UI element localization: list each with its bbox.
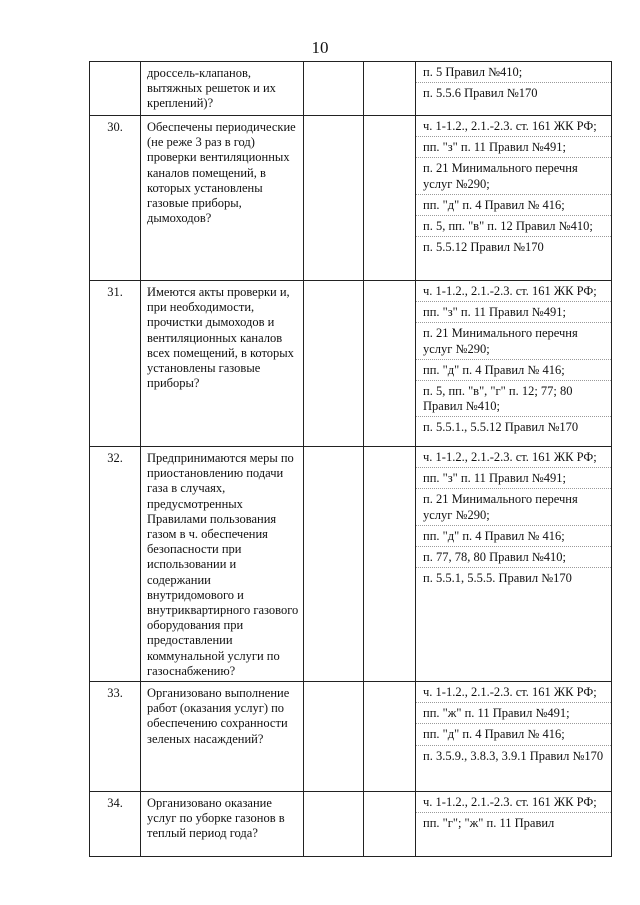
reference-item: пп. "д" п. 4 Правил № 416; [416, 526, 611, 547]
checklist-table [89, 61, 612, 857]
reference-item: п. 5 Правил №410; [416, 62, 611, 83]
reference-item: п. 21 Минимального перечня услуг №290; [416, 489, 611, 525]
row-number: 30. [90, 116, 141, 281]
reference-item: п. 21 Минимального перечня услуг №290; [416, 323, 611, 359]
answer-cell-a [304, 447, 364, 682]
reference-item: ч. 1-1.2., 2.1.-2.3. ст. 161 ЖК РФ; [416, 281, 611, 302]
answer-cell-b [364, 447, 416, 682]
reference-item: п. 77, 78, 80 Правил №410; [416, 547, 611, 568]
row-number: 32. [90, 447, 141, 682]
requirement-question: Организовано выполнение работ (оказания услуг) по обеспечению сохранности зеленых насаждений? [141, 682, 304, 792]
answer-cell-b [364, 116, 416, 281]
answer-cell-b [364, 792, 416, 857]
reference-item: ч. 1-1.2., 2.1.-2.3. ст. 161 ЖК РФ; [416, 792, 611, 813]
reference-item: п. 5, пп. "в" п. 12 Правил №410; [416, 216, 611, 237]
answer-cell-b [364, 281, 416, 447]
answer-cell-a [304, 792, 364, 857]
row-number [90, 62, 141, 116]
legal-references [416, 281, 612, 447]
table-row [90, 792, 612, 857]
answer-cell-a [304, 62, 364, 116]
requirement-question: Организовано оказание услуг по уборке газонов в теплый период года? [141, 792, 304, 857]
table-row [90, 116, 612, 281]
reference-item: пп. "д" п. 4 Правил № 416; [416, 360, 611, 381]
table-row [90, 447, 612, 682]
reference-item: ч. 1-1.2., 2.1.-2.3. ст. 161 ЖК РФ; [416, 447, 611, 468]
legal-references [416, 792, 612, 857]
legal-references [416, 447, 612, 682]
requirement-question: Имеются акты проверки и, при необходимости, прочистки дымоходов и вентиляционных каналов всех помещений, в которых установлены газовые приборы? [141, 281, 304, 447]
table-row [90, 281, 612, 447]
answer-cell-b [364, 62, 416, 116]
table-row [90, 682, 612, 792]
reference-item: п. 5.5.12 Правил №170 [423, 240, 544, 255]
answer-cell-a [304, 281, 364, 447]
answer-cell-a [304, 116, 364, 281]
reference-item: п. 5, пп. "в", "г" п. 12; 77; 80 Правил №410; [416, 381, 611, 417]
table-row [90, 62, 612, 116]
requirement-question: Предпринимаются меры по приостановлению подачи газа в случаях, предусмотренных Правилами пользования газом в ч. обеспечения безопасности при использовании и содержании внутридомового и внутриквартирного газового оборудования при предоставлении коммунальной услуги по газоснабжению? [141, 447, 304, 682]
legal-references [416, 682, 612, 792]
reference-item: п. 5.5.1., 5.5.12 Правил №170 [423, 420, 579, 435]
answer-cell-a [304, 682, 364, 792]
row-number: 31. [90, 281, 141, 447]
reference-item: п. 5.5.1, 5.5.5. Правил №170 [423, 571, 572, 586]
reference-item: п. 5.5.6 Правил №170 [423, 86, 538, 101]
checklist-body [90, 62, 612, 857]
reference-item: пп. "з" п. 11 Правил №491; [416, 302, 611, 323]
requirement-question: дроссель-клапанов, вытяжных решеток и их креплений)? [141, 62, 304, 116]
requirement-question: Обеспечены периодические (не реже 3 раз в год) проверки вентиляционных каналов помещений, в которых установлены газовые приборы, дымоходов? [141, 116, 304, 281]
legal-references [416, 62, 612, 116]
legal-references [416, 116, 612, 281]
reference-item: пп. "г"; "ж" п. 11 Правил [423, 816, 555, 831]
reference-item: пп. "з" п. 11 Правил №491; [416, 468, 611, 489]
reference-item: ч. 1-1.2., 2.1.-2.3. ст. 161 ЖК РФ; [416, 682, 611, 703]
page-number: 10 [311, 38, 329, 57]
reference-item: пп. "з" п. 11 Правил №491; [416, 137, 611, 158]
reference-item: пп. "ж" п. 11 Правил №491; [416, 703, 611, 724]
answer-cell-b [364, 682, 416, 792]
reference-item: п. 21 Минимального перечня услуг №290; [416, 158, 611, 194]
reference-item: пп. "д" п. 4 Правил № 416; [416, 195, 611, 216]
reference-item: пп. "д" п. 4 Правил № 416; [416, 724, 611, 745]
row-number: 33. [90, 682, 141, 792]
reference-item: п. 3.5.9., 3.8.3, 3.9.1 Правил №170 [423, 748, 604, 763]
reference-item: ч. 1-1.2., 2.1.-2.3. ст. 161 ЖК РФ; [416, 116, 611, 137]
row-number: 34. [90, 792, 141, 857]
